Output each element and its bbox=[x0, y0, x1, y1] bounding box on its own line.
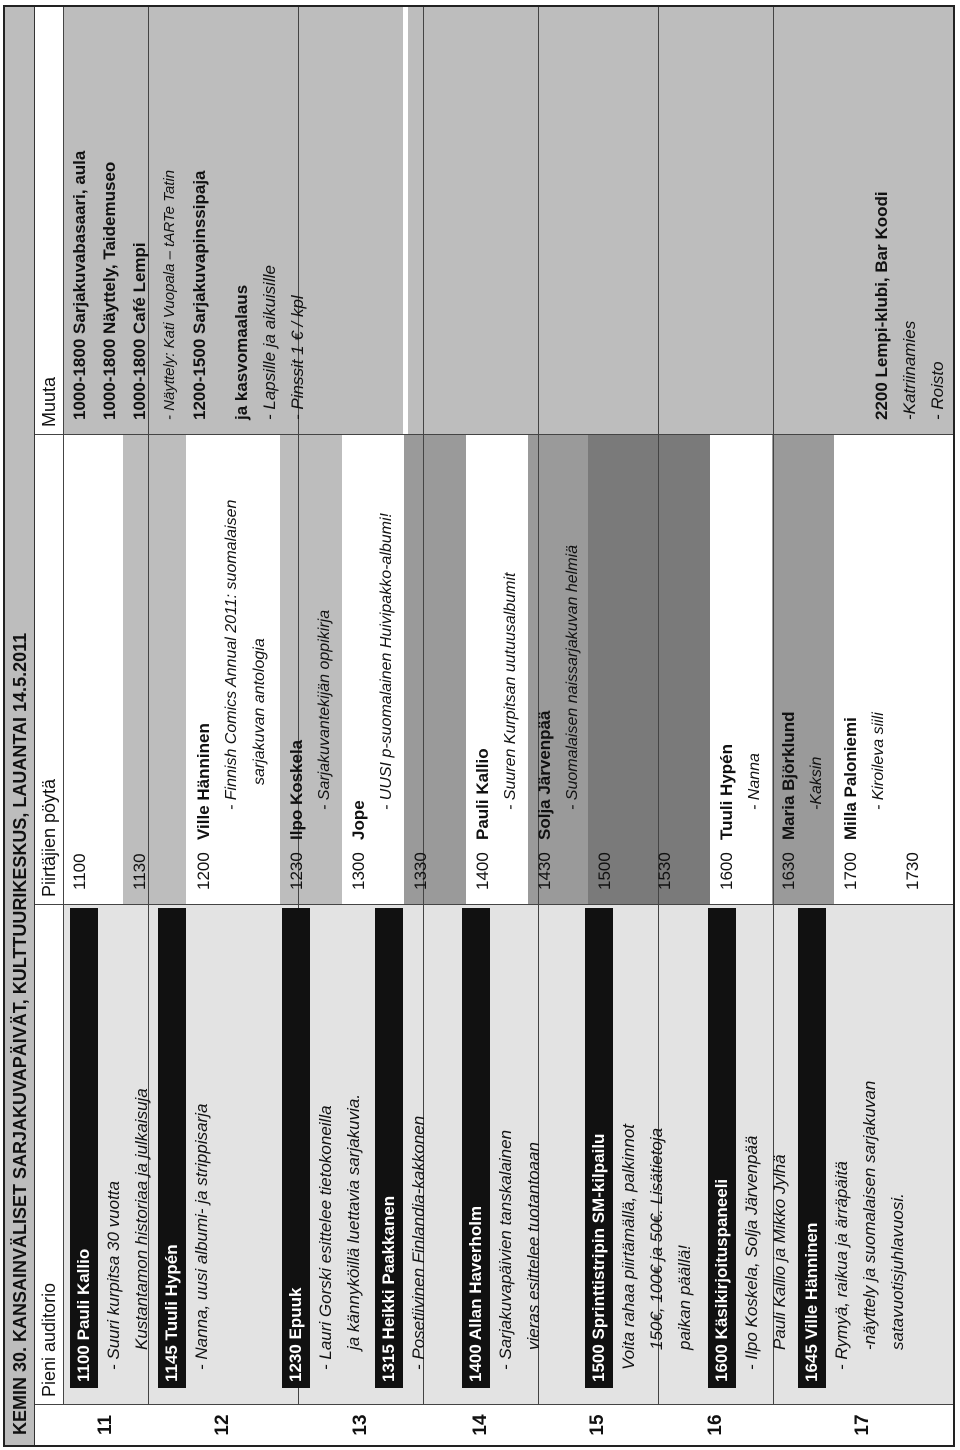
auditorio-event-head: 1400 Allan Haverholm bbox=[462, 908, 490, 1388]
col-divider bbox=[35, 434, 953, 435]
poyta-name: Maria Björklund bbox=[779, 711, 798, 840]
auditorio-event-line: Pauli Kallio ja Mikko Jylhä bbox=[770, 1154, 789, 1350]
poyta-line: - Nanna bbox=[746, 753, 763, 810]
auditorio-event-line: satavuotisjuhlavuosi. bbox=[888, 1193, 907, 1350]
poyta-line: -Kaksin bbox=[808, 756, 825, 810]
poyta-line: - Sarjakuvantekijän oppikirja bbox=[316, 609, 333, 810]
auditorio-event-head: 1100 Pauli Kallio bbox=[70, 908, 98, 1388]
muuta-line: ja kasvomaalaus bbox=[232, 284, 251, 420]
auditorio-event-head: 1600 Käsikirjoituspaneeli bbox=[708, 908, 736, 1388]
muuta-line: - Lapsille ja aikuisille bbox=[260, 265, 279, 420]
poyta-band-1100 bbox=[63, 435, 123, 905]
muuta-line: 1000-1800 Sarjakuvabasaari, aula bbox=[70, 150, 89, 420]
auditorio-event-line: - Sarjakuvapäivien tanskalainen bbox=[496, 1129, 515, 1370]
poyta-name: Ilpo Koskela bbox=[287, 739, 306, 840]
muuta-line: 1000-1800 Näyttely, Taidemuseo bbox=[100, 161, 119, 420]
auditorio-event-head: 1230 Epuuk bbox=[282, 908, 310, 1388]
hour-17: 17 bbox=[852, 1414, 873, 1436]
muuta-line: - Roisto bbox=[928, 361, 947, 420]
header-pieni-auditorio: Pieni auditorio bbox=[39, 1282, 59, 1397]
poyta-time: 1130 bbox=[130, 853, 149, 890]
poyta-time: 1330 bbox=[411, 852, 430, 890]
poyta-name: Jope bbox=[349, 800, 368, 840]
poyta-band-1730 bbox=[896, 435, 953, 905]
auditorio-event-line: - Ilpo Koskela, Solja Järvenpää bbox=[742, 1135, 761, 1370]
hour-15: 15 bbox=[587, 1414, 608, 1436]
poyta-line: - Finnish Comics Annual 2011: suomalaisen bbox=[223, 499, 240, 810]
auditorio-event-head: 1145 Tuuli Hypén bbox=[158, 908, 186, 1388]
poyta-name: Milla Paloniemi bbox=[841, 717, 860, 840]
auditorio-event-line: 150€, 100€ ja 50€. Lisätietoja bbox=[647, 1127, 666, 1350]
auditorio-event-line: -näyttely ja suomalaisen sarjakuvan bbox=[860, 1080, 879, 1350]
poyta-time: 1430 bbox=[535, 852, 554, 890]
muuta-line: - Pinssit 1 € / kpl bbox=[288, 295, 307, 420]
header-piirtajien-poyta: Piirtäjien pöytä bbox=[39, 778, 59, 897]
page-title: KEMIN 30. KANSAINVÄLISET SARJAKUVAPÄIVÄT, KULTTUURIKESKUS, LAUANTAI 14.5.2011 bbox=[5, 7, 35, 1445]
auditorio-event-line: - Posetiivinen Finlandia-kakkonen bbox=[409, 1115, 428, 1370]
poyta-name: Tuuli Hypén bbox=[717, 743, 736, 840]
poyta-band-1500-1530 bbox=[588, 435, 710, 905]
poyta-name: Pauli Kallio bbox=[473, 748, 492, 840]
poyta-time: 1630 bbox=[779, 852, 798, 890]
poyta-band-1330 bbox=[404, 435, 466, 905]
hour-11: 11 bbox=[95, 1414, 116, 1436]
poyta-time: 1700 bbox=[841, 852, 860, 890]
poyta-name: Solja Järvenpää bbox=[535, 710, 554, 840]
poyta-time: 1230 bbox=[287, 852, 306, 890]
auditorio-event-line: - Nanna, uusi albumi- ja strippisarja bbox=[192, 1103, 211, 1370]
auditorio-event-line: paikan päällä! bbox=[675, 1245, 694, 1350]
auditorio-event-line: Voita rahaa piirtämällä, palkinnot bbox=[619, 1123, 638, 1370]
poyta-line: - Suomalaisen naissarjakuvan helmiä bbox=[564, 544, 581, 810]
auditorio-event-line: vieras esittelee tuotantoaan bbox=[524, 1142, 543, 1350]
poyta-time: 1600 bbox=[717, 852, 736, 890]
auditorio-event-line: - Rymyä, raikua ja ärräpäitä bbox=[832, 1161, 851, 1370]
hour-16: 16 bbox=[705, 1414, 726, 1436]
poyta-line: - Kiroileva siili bbox=[870, 712, 887, 810]
header-muuta: Muuta bbox=[39, 376, 59, 427]
muuta-line: 1200-1500 Sarjakuvapinssipaja bbox=[190, 170, 209, 420]
poyta-time: 1200 bbox=[194, 852, 213, 890]
hour-14: 14 bbox=[470, 1414, 491, 1436]
auditorio-event-line: - Lauri Gorski esittelee tietokoneilla bbox=[316, 1105, 335, 1370]
muuta-line: 1000-1800 Café Lempi bbox=[130, 242, 149, 420]
auditorio-event-line: Kustantamon historiaa ja julkaisuja bbox=[132, 1088, 151, 1350]
row-line bbox=[63, 7, 64, 1405]
auditorio-event-line: ja kännyköillä luettavia sarjakuvia. bbox=[344, 1093, 363, 1350]
col-divider bbox=[35, 904, 953, 905]
poyta-band-1130 bbox=[123, 435, 186, 905]
poyta-time: 1400 bbox=[473, 852, 492, 890]
poyta-line: sarjakuvan antologia bbox=[251, 638, 268, 785]
auditorio-event-head: 1645 Ville Hänninen bbox=[798, 908, 826, 1388]
poyta-line: - Suuren Kurpitsan uutuusalbumit bbox=[502, 572, 519, 810]
poyta-time: 1300 bbox=[349, 852, 368, 890]
hour-12: 12 bbox=[212, 1414, 233, 1436]
poyta-name: Ville Hänninen bbox=[194, 723, 213, 840]
auditorio-event-line: - Suuri kurpitsa 30 vuotta bbox=[104, 1181, 123, 1370]
poyta-time: 1730 bbox=[903, 852, 922, 890]
hour-13: 13 bbox=[350, 1414, 371, 1436]
col-divider bbox=[35, 1404, 953, 1405]
poyta-time: 1500 bbox=[595, 852, 614, 890]
muuta-line: 2200 Lempi-klubi, Bar Koodi bbox=[872, 191, 891, 420]
auditorio-event-head: 1315 Heikki Paakkanen bbox=[375, 908, 403, 1388]
poyta-line: - UUSI p-suomalainen Huivipakko-albumi! bbox=[378, 512, 395, 810]
poyta-time: 1530 bbox=[655, 852, 674, 890]
poyta-time: 1100 bbox=[70, 853, 89, 890]
muuta-line: - Näyttely: Kati Vuopala – tARTe Tatin bbox=[161, 169, 178, 420]
auditorio-event-head: 1500 Sprinttistripin SM-kilpailu bbox=[585, 908, 613, 1388]
muuta-line: -Katriinamies bbox=[900, 320, 919, 420]
